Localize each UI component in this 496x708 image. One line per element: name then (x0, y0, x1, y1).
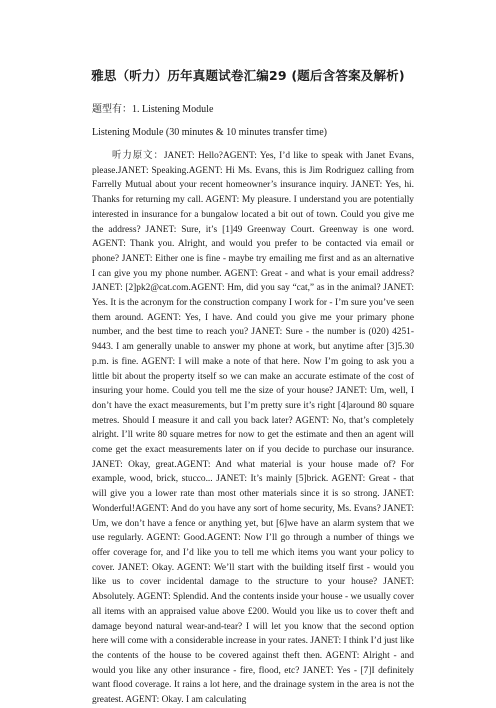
document-title: 雅思（听力）历年真题试卷汇编29 (题后含答案及解析) (91, 68, 405, 83)
transcript-label: 听力原文： (112, 151, 164, 161)
question-type-line: 题型有：1. Listening Module (92, 104, 214, 115)
transcript-paragraph (92, 149, 414, 708)
module-heading: Listening Module (30 minutes & 10 minutes transfer time) (92, 127, 327, 138)
transcript-text: JANET: Hello?AGENT: Yes, I’d like to speak with Janet Evans, please.JANET: Speaking.AGENT: Hi Ms. Evans, this is Jim Rodriguez calling from Farrelly Mutual about your recent homeowner’s insurance inquiry. JANET: Yes, hi. Thanks for returning my call. AGENT: My pleasure. I understand you are potentially interested in insurance for a bungalow located a bit out of town. Could you give me the address? JANET: Sure, it’s [1]49 Greenway Court. Greenway is one word. AGENT: Thank you. Alright, and would you prefer to be contacted via email or phone? JANET: Either one is fine - maybe try emailing me first and as an alternative I can give you my phone number. AGENT: Great - and what is your email address? JANET: [2]pk2@cat.com.AGENT: Hm, did you say “cat,” as in the animal? JANET: Yes. It is the acronym for the construction company I work for - I’m sure you’ve seen them around. AGENT: Yes, I have. And could you give me your primary phone number, and the best time to reach you? JANET: Sure - the number is (020) 4251-9443. I am generally unable to answer my phone at work, but anytime after [3]5.30 p.m. is fine. AGENT: I will make a note of that here. Now I’m going to ask you a little bit about the property itself so we can make an accurate estimate of the cost of insuring your home. Could you tell me the size of your house? JANET: Um, well, I don’t have the exact measurements, but I’m pretty sure it’s right [4]around 80 square metres. Should I measure it and call you back later? AGENT: No, that’s completely alright. I’ll write 80 square metres for now to get the estimate and then an agent will come get the exact measurements later on if you decide to purchase our insurance. JANET: Okay, great.AGENT: And what material is your house made of? For example, wood, brick, stucco... JANET: It’s mainly [5]brick. AGENT: Great - that will give you a lower rate than most other materials since it is so strong. JANET: Wonderful!AGENT: And do you have any sort of home security, Ms. Evans? JANET: Um, we don’t have a fence or anything yet, but [6]we have an alarm system that we use regularly. AGENT: Good.AGENT: Now I’ll go through a number of things we offer coverage for, and I’d like you to tell me which items you want your policy to cover. JANET: Okay. AGENT: We’ll start with the building itself first - would you like us to cover incidental damage to the structure to your house? JANET: Absolutely. AGENT: Splendid. And the contents inside your house - we usually cover all items with an appraised value above £200. Would you like us to cover theft and damage beyond natural wear-and-tear? I will let you know that the second option here will come with a considerable increase in your rates. JANET: I think I’d just like the contents of the house to be covered against theft then. AGENT: Alright - and would you like any other insurance - fire, flood, etc? JANET: Yes - [7]I definitely want flood coverage. It rains a lot here, and the drainage system in the area is not the greatest. AGENT: Okay. I am calculating (92, 151, 414, 706)
